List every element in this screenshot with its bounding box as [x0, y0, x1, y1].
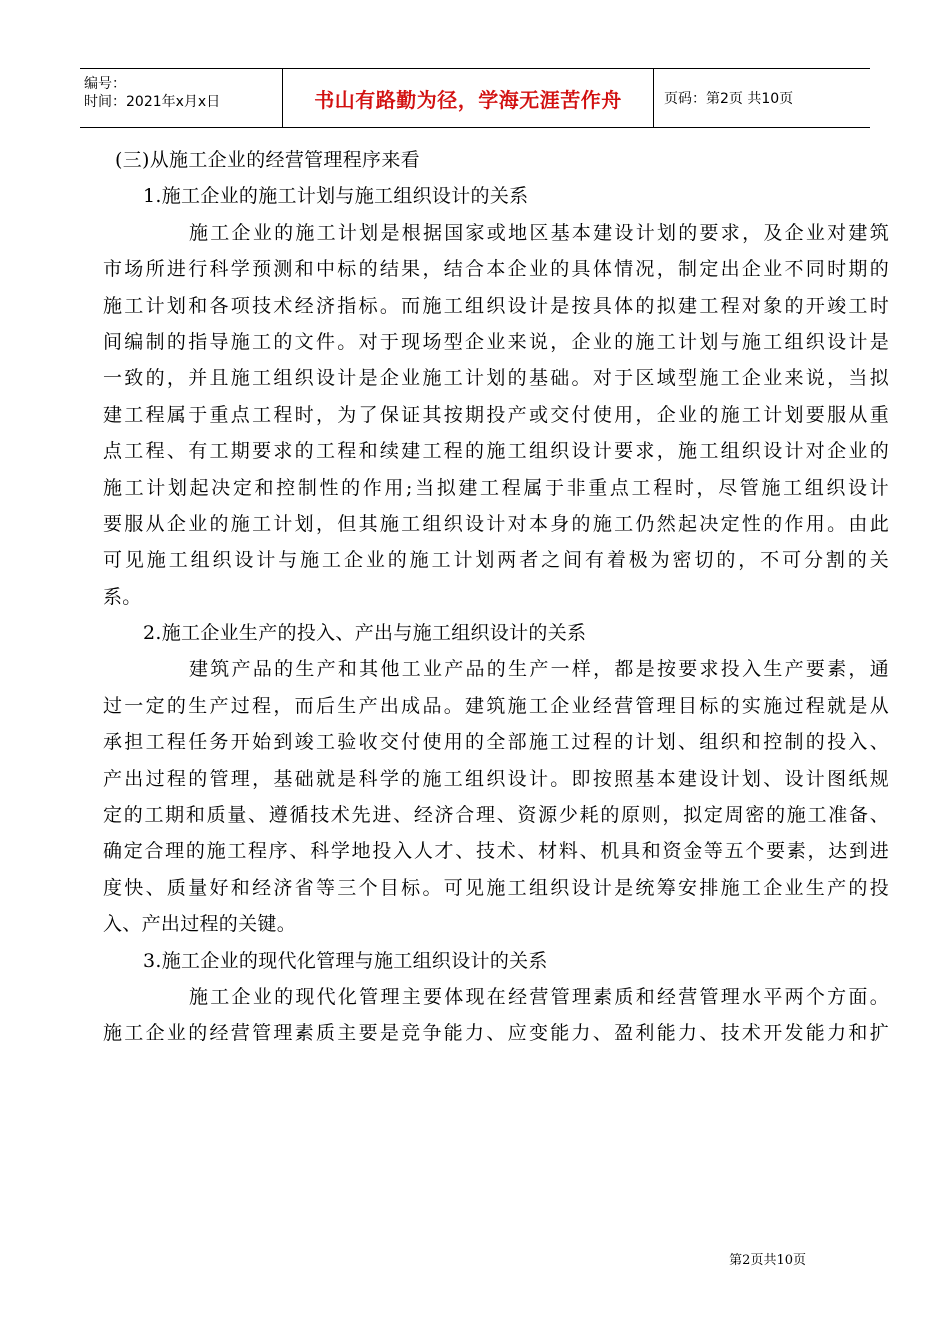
header-meta-cell [80, 69, 282, 127]
paragraph-2-line: 产出过程的管理，基础就是科学的施工组织设计。即按照基本建设计划、设计图纸规 [103, 767, 889, 790]
document-date-label: 时间：2021年x月x日 [84, 94, 221, 110]
paragraph-3-line: 施工企业的经营管理素质主要是竞争能力、应变能力、盈利能力、技术开发能力和扩 [103, 1022, 889, 1045]
paragraph-1-line: 可见施工组织设计与施工企业的施工计划两者之间有着极为密切的，不可分割的关 [103, 549, 889, 572]
paragraph-1-line: 一致的，并且施工组织设计是企业施工计划的基础。对于区域型施工企业来说，当拟 [103, 367, 889, 390]
document-header [80, 68, 870, 128]
paragraph-1-line: 建工程属于重点工程时，为了保证其按期投产或交付使用，企业的施工计划要服从重 [103, 403, 889, 426]
header-page-label: 页码：第2页 共10页 [664, 91, 794, 107]
paragraph-1-line: 间编制的指导施工的文件。对于现场型企业来说，企业的施工计划与施工组织设计是 [103, 330, 889, 353]
document-body [103, 142, 889, 1052]
paragraph-1-line: 要服从企业的施工计划，但其施工组织设计对本身的施工仍然起决定性的作用。由此 [103, 512, 889, 535]
header-motto-cell [282, 69, 654, 127]
paragraph-2-line: 度快、质量好和经济省等三个目标。可见施工组织设计是统筹安排施工企业生产的投 [103, 876, 889, 899]
paragraph-2-line: 确定合理的施工程序、科学地投入人才、技术、材料、机具和资金等五个要素，达到进 [103, 840, 889, 863]
page-footer [0, 1249, 806, 1268]
header-motto: 书山有路勤为径，学海无涯苦作舟 [314, 87, 622, 112]
paragraph-1-line: 施工企业的施工计划是根据国家或地区基本建设计划的要求，及企业对建筑 [189, 221, 889, 244]
header-page-cell [654, 69, 870, 127]
footer-page-number: 第2页共10页 [729, 1253, 806, 1268]
paragraph-1-line: 点工程、有工期要求的工程和续建工程的施工组织设计要求，施工组织设计对企业的 [103, 440, 889, 463]
subsection-heading-3: 3.施工企业的现代化管理与施工组织设计的关系 [143, 949, 548, 972]
subsection-heading-1: 1.施工企业的施工计划与施工组织设计的关系 [143, 185, 529, 208]
document-number-label: 编号： [84, 76, 126, 92]
paragraph-2-line: 定的工期和质量、遵循技术先进、经济合理、资源少耗的原则，拟定周密的施工准备、 [103, 804, 889, 827]
paragraph-2-line: 承担工程任务开始到竣工验收交付使用的全部施工过程的计划、组织和控制的投入、 [103, 731, 889, 754]
paragraph-1-line: 施工计划和各项技术经济指标。而施工组织设计是按具体的拟建工程对象的开竣工时 [103, 294, 889, 317]
paragraph-1-line: 施工计划起决定和控制性的作用;当拟建工程属于非重点工程时，尽管施工组织设计 [103, 476, 889, 499]
paragraph-2-line: 入、产出过程的关键。 [103, 913, 297, 936]
paragraph-2-line: 建筑产品的生产和其他工业产品的生产一样，都是按要求投入生产要素，通 [189, 658, 889, 681]
paragraph-1-line: 市场所进行科学预测和中标的结果，结合本企业的具体情况，制定出企业不同时期的 [103, 258, 889, 281]
section-heading: (三)从施工企业的经营管理程序来看 [115, 149, 420, 171]
paragraph-2-line: 过一定的生产过程，而后生产出成品。建筑施工企业经营管理目标的实施过程就是从 [103, 694, 889, 717]
subsection-heading-2: 2.施工企业生产的投入、产出与施工组织设计的关系 [143, 622, 587, 645]
paragraph-1-line: 系。 [103, 585, 142, 608]
paragraph-3-line: 施工企业的现代化管理主要体现在经营管理素质和经营管理水平两个方面。 [189, 985, 889, 1008]
